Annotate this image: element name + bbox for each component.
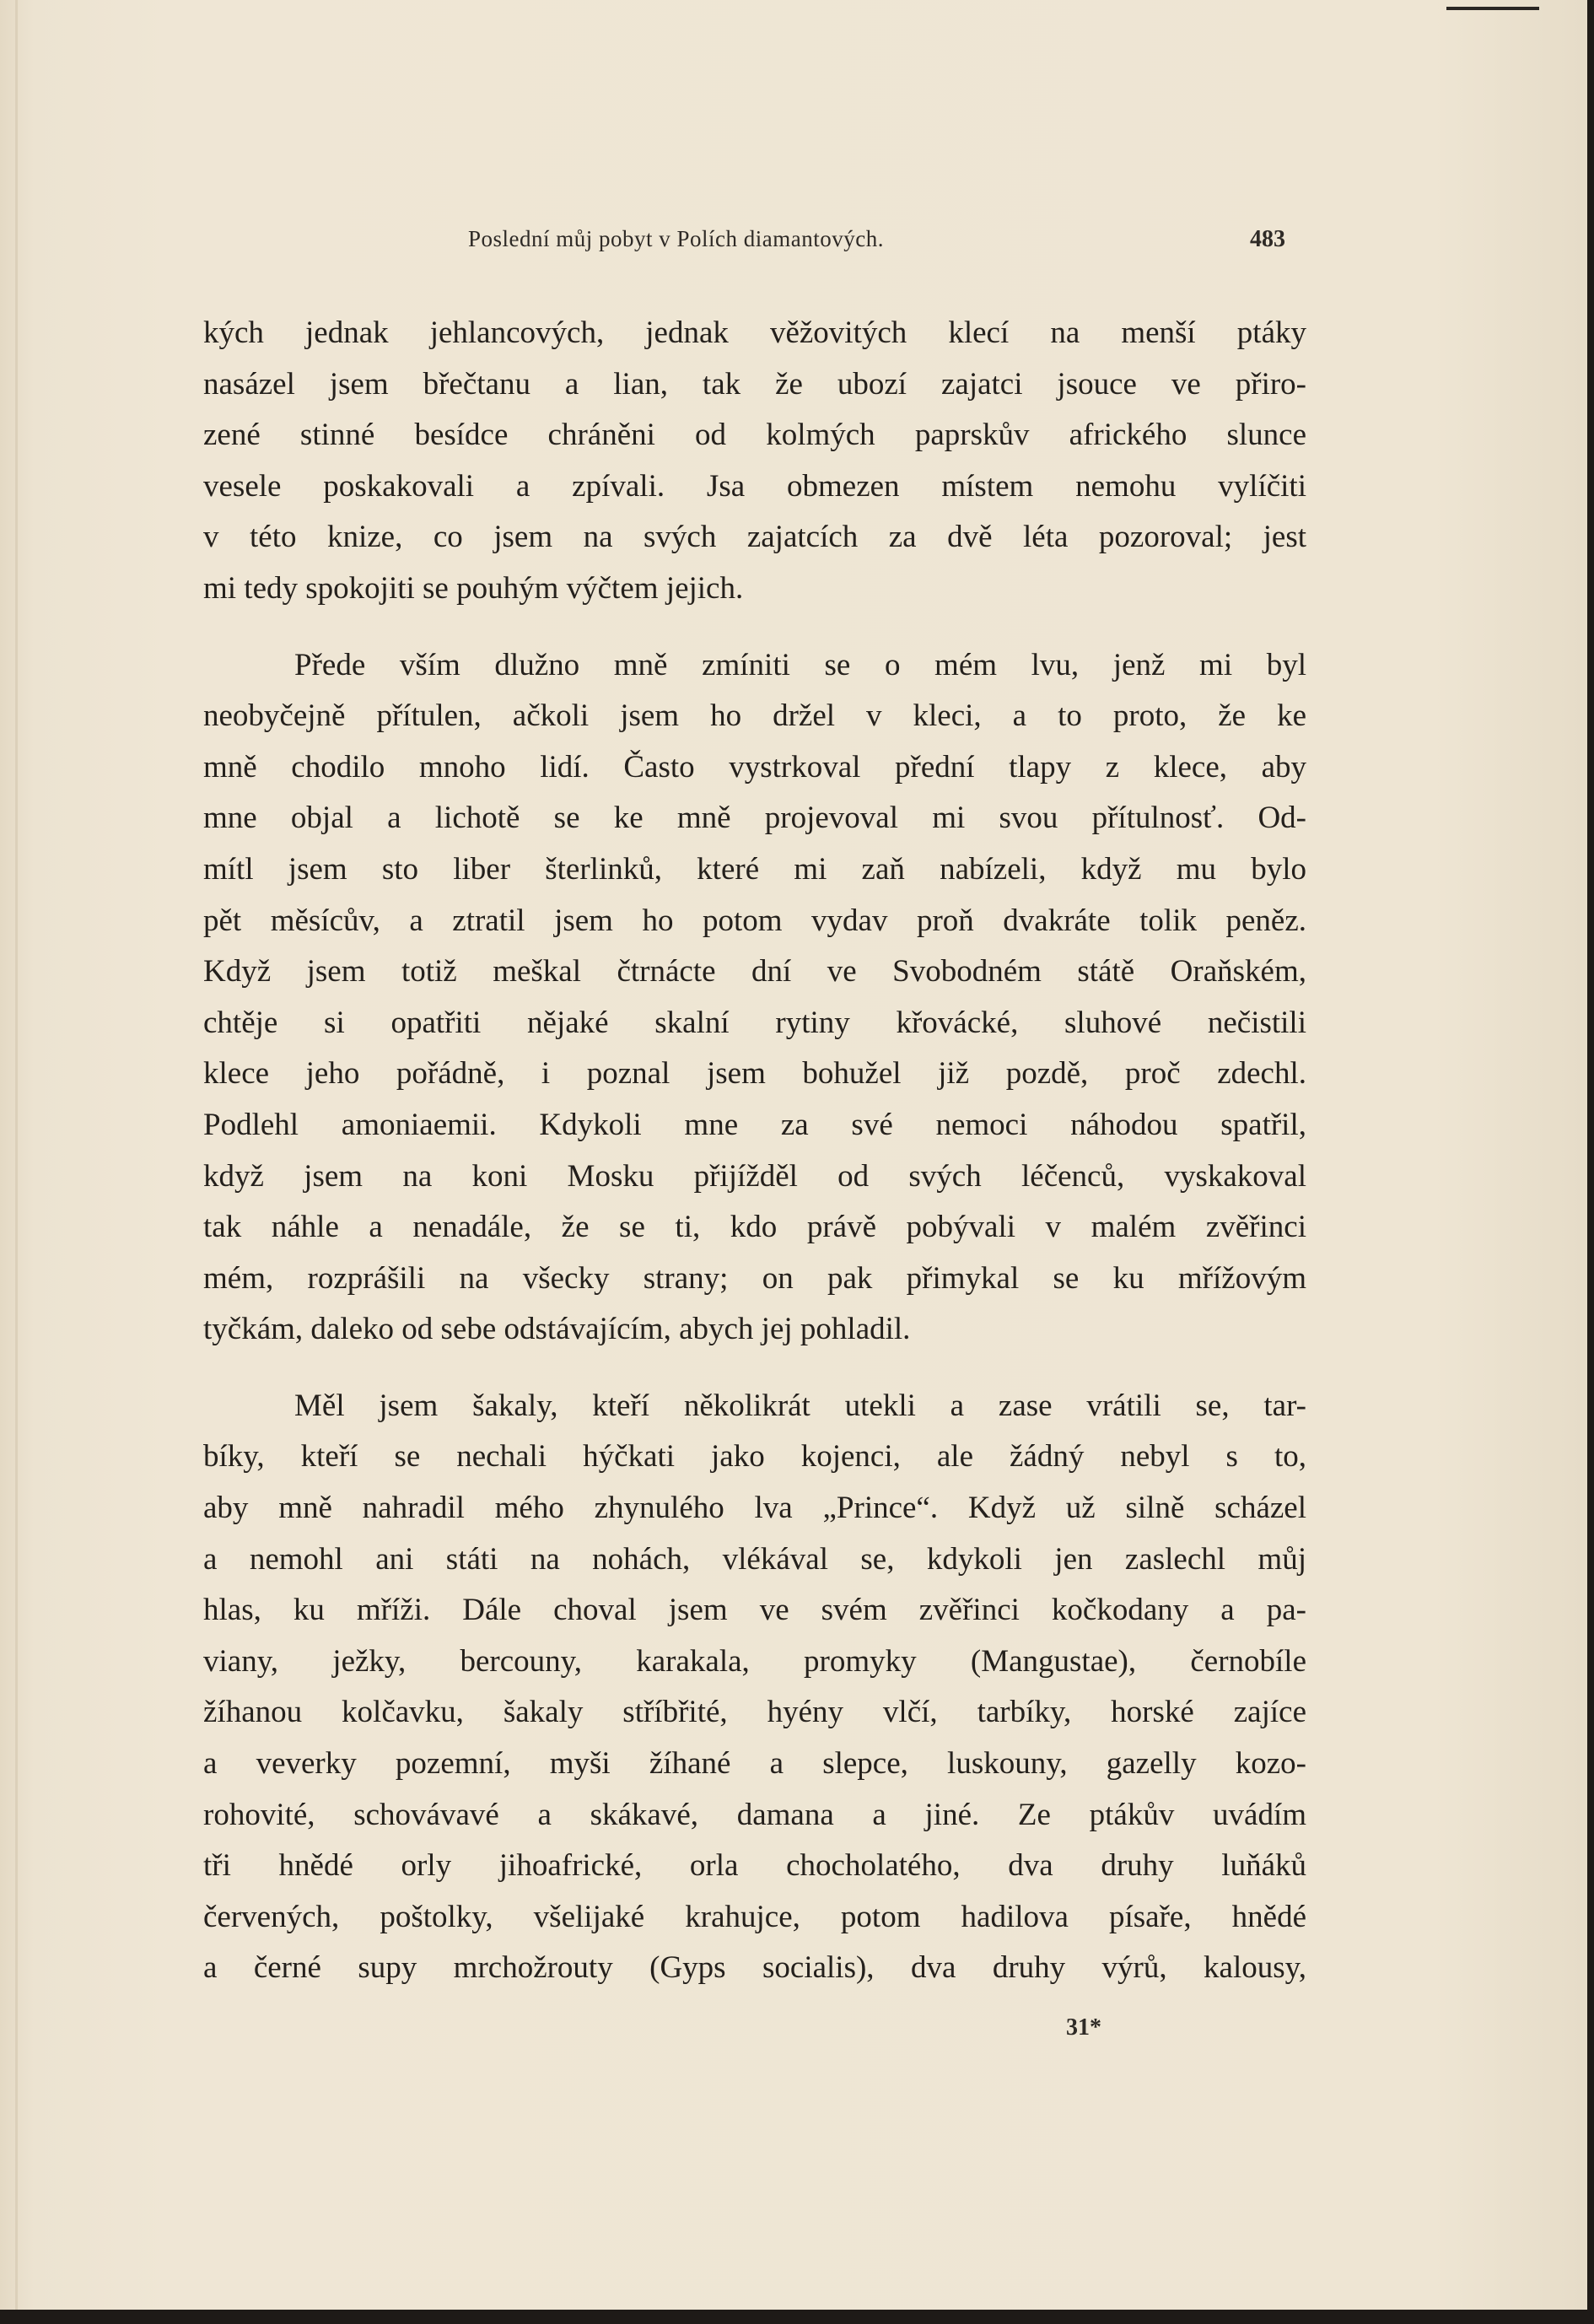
text-line: nasázel jsem břečtanu a lian, tak že ubozí zajatci jsouce ve přiro-: [203, 366, 1306, 402]
text-line: mítl jsem sto liber šterlinků, které mi zaň nabízeli, když mu bylo: [203, 851, 1306, 887]
text-line: vesele poskakovali a zpívali. Jsa obmezen místem nemohu vylíčiti: [203, 468, 1306, 504]
text-line: žíhanou kolčavku, šakaly stříbřité, hyény vlčí, tarbíky, horské zajíce: [203, 1695, 1306, 1730]
paragraph-1: [203, 308, 1306, 615]
text-line: a veverky pozemní, myši žíhané a slepce, luskouny, gazelly kozo-: [203, 1746, 1306, 1782]
text-line: tři hnědé orly jihoafrické, orla chocholatého, dva druhy luňáků: [203, 1848, 1306, 1884]
paragraph-spacer: [203, 1356, 1306, 1381]
text-line: Když jsem totiž meškal čtrnácte dní ve Svobodném státě Oraňském,: [203, 954, 1306, 989]
paragraph-3: [203, 1381, 1306, 1994]
text-line: v této knize, co jsem na svých zajatcích za dvě léta pozoroval; jest: [203, 520, 1306, 555]
text-line: hlas, ku mříži. Dále choval jsem ve svém zvěřinci kočkodany a pa-: [203, 1593, 1306, 1628]
text-line: viany, ježky, bercouny, karakala, promyky (Mangustae), černobíle: [203, 1643, 1306, 1679]
text-line: rohovité, schovávavé a skákavé, damana a jiné. Ze ptákův uvádím: [203, 1797, 1306, 1832]
text-line: Přede vším dlužno mně zmíniti se o mém lvu, jenž mi byl: [294, 647, 1306, 682]
text-line: Měl jsem šakaly, kteří několikrát utekli a zase vrátili se, tar-: [294, 1388, 1306, 1423]
text-line: zené stinné besídce chráněni od kolmých paprskův afrického slunce: [203, 418, 1306, 453]
text-line: a černé supy mrchožrouty (Gyps socialis), dva druhy výrů, kalousy,: [203, 1950, 1306, 1986]
page-edge-shadow: [15, 0, 18, 2310]
text-line: Podlehl amoniaemii. Kdykoli mne za své nemoci náhodou spatřil,: [203, 1107, 1306, 1142]
text-line: mi tedy spokojiti se pouhým výčtem jejich.: [203, 570, 744, 606]
text-line: mém, rozprášili na všecky strany; on pak přimykal se ku mřížovým: [203, 1260, 1306, 1296]
text-line: mne objal a lichotě se ke mně projevoval mi svou přítulnosť. Od-: [203, 801, 1306, 836]
text-line: když jsem na koni Mosku přijížděl od svých léčenců, vyskakoval: [203, 1158, 1306, 1194]
text-line: aby mně nahradil mého zhynulého lva „Prince“. Když už silně scházel: [203, 1491, 1306, 1526]
page-number: 483: [1250, 226, 1285, 252]
text-line: tak náhle a nenadále, že se ti, kdo právě pobývali v malém zvěřinci: [203, 1210, 1306, 1245]
scan-edge-mark: [1446, 7, 1539, 10]
running-header-title: Poslední můj pobyt v Polích diamantových.: [468, 226, 884, 251]
printer-signature-mark: 31*: [1066, 2014, 1101, 2041]
text-line: tyčkám, daleko od sebe odstávajícím, abych jej pohladil.: [203, 1312, 911, 1347]
text-line: neobyčejně přítulen, ačkoli jsem ho držel v kleci, a to proto, že ke: [203, 698, 1306, 734]
paragraph-spacer: [203, 615, 1306, 640]
body-text: [203, 308, 1306, 1994]
text-line: červených, poštolky, všelijaké krahujce, potom hadilova písaře, hnědé: [203, 1899, 1306, 1934]
text-line: mně chodilo mnoho lidí. Často vystrkoval přední tlapy z klece, aby: [203, 749, 1306, 785]
text-line: a nemohl ani státi na nohách, vlékával se, kdykoli jen zaslechl můj: [203, 1541, 1306, 1577]
text-line: chtěje si opatřiti nějaké skalní rytiny křovácké, sluhové nečistili: [203, 1005, 1306, 1040]
text-line: klece jeho pořádně, i poznal jsem bohužel již pozdě, proč zdechl.: [203, 1056, 1306, 1092]
text-line: pět měsícův, a ztratil jsem ho potom vydav proň dvakráte tolik peněz.: [203, 903, 1306, 938]
text-line: bíky, kteří se nechali hýčkati jako kojenci, ale žádný nebyl s to,: [203, 1439, 1306, 1475]
text-line: kých jednak jehlancových, jednak věžovitých klecí na menší ptáky: [203, 315, 1306, 350]
paragraph-2: [203, 640, 1306, 1356]
